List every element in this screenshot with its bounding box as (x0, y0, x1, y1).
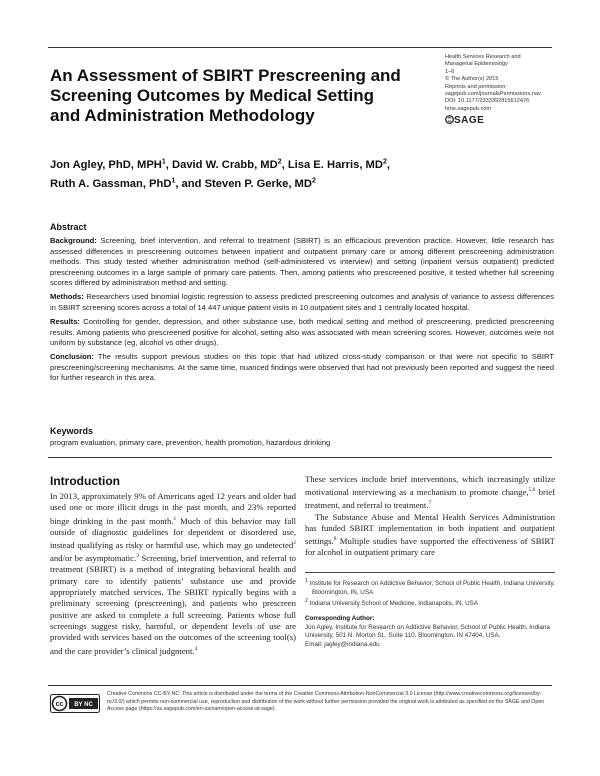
keywords-text: program evaluation, primary care, prevention, health promotion, hazardous drinking (50, 438, 331, 448)
body-column-left (50, 491, 296, 657)
body-paragraph: These services include brief interventions, which increasingly utilize motivational interviewing as a mechanism to promote change,$^{5,6}$ brief treatment, and referral to treatment.$^7$ (305, 474, 555, 511)
reprints-link[interactable]: sagepub.com/journalsPermissions.nav (445, 91, 541, 98)
author: Ruth A. Gassman, PhD$^1$, and (50, 177, 205, 190)
cc-logo-text: cc (55, 701, 64, 708)
author-name: David W. Crabb, MD (172, 158, 278, 171)
author-affiliation-marker: 1 (171, 177, 176, 185)
methods-text: Researchers used binomial logistic regression to assess predicted prescreening outcomes and analysis of variance to assess differences in SBIRT screening scores across a total of 14 447 unique patient visits in 10 outpatient sites and 1 centrally located hospital. (50, 292, 554, 312)
corresponding-author-address: Jon Agley, Institute for Research on Addictive Behavior, School of Public Health, Indiana University, 501 N. Morton St., Suite 110, Bloomington, IN 47404, USA. (305, 623, 550, 640)
cc-badge-text: BY NC (74, 701, 93, 708)
methods-label: Methods: (50, 292, 84, 302)
citation-marker[interactable]: 3 (136, 553, 139, 560)
abstract-conclusion (50, 352, 554, 383)
corresponding-author-email[interactable]: Email: jagley@indiana.edu (305, 640, 380, 648)
abstract-heading: Abstract (50, 222, 87, 232)
conclusion-text: The results support previous studies on this topic that had utilized cross-study comparison or that were not specific to SBIRT prescreening/screening mechanisms. At the same time, nuanced findings were observed that had not previously been reported and suggest the need for further research in this area. (50, 352, 554, 383)
license-rule (48, 685, 552, 686)
author: Jon Agley, PhD, MPH$^1$, (50, 158, 173, 171)
author-name: Ruth A. Gassman, PhD (50, 177, 172, 190)
background-text: Screening, brief intervention, and referral to treatment (SBIRT) is an efficacious prevention practice. However, little research has assessed differences in prescreening outcomes between inpatient and outpatient primary care or among different prescreening administration methods. This study tested whether administration method (self-administered vs interview) and setting (inpatient versus outpatient) predicted prescreening outcomes in a large sample of primary care patients. Then, among patients who prescreened positive, it tested whether full screening scores differed by administration method and setting. (50, 236, 554, 288)
citation-marker[interactable]: 7 (428, 500, 432, 507)
corresponding-author (305, 615, 555, 649)
background-label: Background: (50, 236, 97, 246)
abstract-section (50, 222, 554, 388)
author-name: Steven P. Gerke, MD (204, 177, 312, 190)
abstract-background (50, 236, 554, 288)
citation-marker[interactable]: 2 (293, 540, 296, 547)
conclusion-label: Conclusion: (50, 352, 94, 362)
author-affiliation-marker: 2 (277, 158, 282, 165)
body-column-right (305, 474, 555, 559)
title-line3: and Administration Methodology (50, 106, 315, 125)
body-paragraph: In 2013, approximately 9% of Americans aged 12 years and older had used one or more illicit drugs in the past month, and 23% reported binge drinking in the past month.$^1$ Much of this behavior may fall outside of diagnostic guidelines for dependent or disordered use, instead qualifying as risky or harmful use, which may go undetected$^2$ and/or be asymptomatic.$^3$ Screening, brief intervention, and referral to treatment (SBIRT) is a method of integrating behavioral health and primary care to identify patients’ substance use and provide appropriately matched services. The SBIRT typically begins with a preliminary screening (prescreening), and patients who prescreen positive are asked to complete a full screening. Patients whose full screenings suggest risky, harmful, or dependent levels of use are provided with services based on the outcomes of the screening tool(s) and the care provider’s clinical judgment.$^4$ (50, 491, 297, 656)
author (205, 178, 316, 190)
results-label: Results: (50, 317, 80, 327)
affiliation-text: Indiana University School of Medicine, Indianapolis, IN, USA (309, 600, 479, 608)
title-line1: An Assessment of SBIRT Prescreening and (50, 66, 401, 85)
creative-commons-logo[interactable] (50, 694, 100, 713)
results-text: Controlling for gender, depression, and other substance use, both medical setting and method of prescreening, predicted prescreening results. Among patients who prescreened positive for alcohol, setting also was associated with mean screening scores. However, outcomes were not uniform by substance (eg, alcohol vs other drugs). (50, 317, 554, 348)
affiliations (305, 577, 555, 609)
citation-marker[interactable]: 8 (333, 536, 337, 543)
abstract-results (50, 317, 554, 348)
body-paragraph: The Substance Abuse and Mental Health Services Administration has funded SBIRT implementation in both inpatient and outpatient settings.$^8$ Multiple studies have supported the effectiveness of SBIRT for alcohol in outpatient primary care (305, 511, 555, 558)
author: David W. Crabb, $MD^2$, (172, 158, 288, 171)
author-affiliation-marker: 1 (161, 158, 166, 165)
author-affiliation-marker: 2 (382, 158, 387, 165)
author-name: Jon Agley, PhD, MPH (50, 158, 162, 171)
citation-marker[interactable]: 4 (194, 645, 198, 652)
author: Lisa E. Harris, $MD^2$, (287, 158, 390, 171)
citation-marker[interactable]: 5,6 (528, 487, 536, 494)
affiliation-item (305, 597, 555, 609)
journal-name-line2: Managerial Epidemiology (445, 61, 508, 68)
copyright: © The Author(s) 2015 (445, 76, 499, 83)
page-range: 1–6 (445, 68, 455, 75)
sage-logo-text: SAGE (454, 115, 485, 127)
affiliation-number: 2 (305, 598, 308, 605)
sage-mark-icon (445, 115, 454, 124)
affiliation-number: 1 (305, 578, 308, 584)
journal-url[interactable]: hme.sagepub.com (445, 105, 492, 112)
citation-marker[interactable]: 1 (173, 515, 177, 522)
reprints-line1: Reprints and permission: (445, 83, 507, 90)
abstract-methods (50, 292, 554, 313)
affiliation-text: Institute for Research on Addictive Behavior, School of Public Health, Indiana University, Bloomington, IN, USA (309, 580, 555, 596)
journal-info (445, 54, 575, 125)
title-line2: Screening Outcomes by Medical Setting (50, 86, 375, 105)
article-title (50, 66, 420, 126)
journal-name-line1: Health Services Research and (445, 54, 521, 60)
section-rule (48, 457, 552, 458)
author-affiliation-marker: 2 (311, 177, 316, 185)
affiliation-item (305, 577, 555, 597)
keywords-section (50, 426, 554, 449)
footnote-rule (305, 572, 555, 573)
author-list (50, 154, 450, 192)
keywords-heading: Keywords (50, 426, 94, 436)
sage-logo (445, 115, 575, 127)
license-text: Creative Commons CC-BY-NC: This article is distributed under the terms of the Creative Commons Attribution-NonCommercial 3.0 License (http://www.creativecommons.org/licenses/by-nc/3.0/) which permits non-commercial use, reproduction and distribution of the work without further permission provided the original work is attributed as specified on the SAGE and Open Access page (https://us.sagepub.com/en-us/nam/open-access-at-sage). (107, 691, 545, 713)
author-name: Lisa E. Harris, MD (287, 158, 383, 171)
header-rule (48, 47, 552, 48)
doi[interactable]: DOI: 10.1177/2333392815612476 (445, 98, 530, 105)
corresponding-author-label: Corresponding Author: (305, 615, 375, 622)
introduction-heading: Introduction (50, 474, 120, 488)
